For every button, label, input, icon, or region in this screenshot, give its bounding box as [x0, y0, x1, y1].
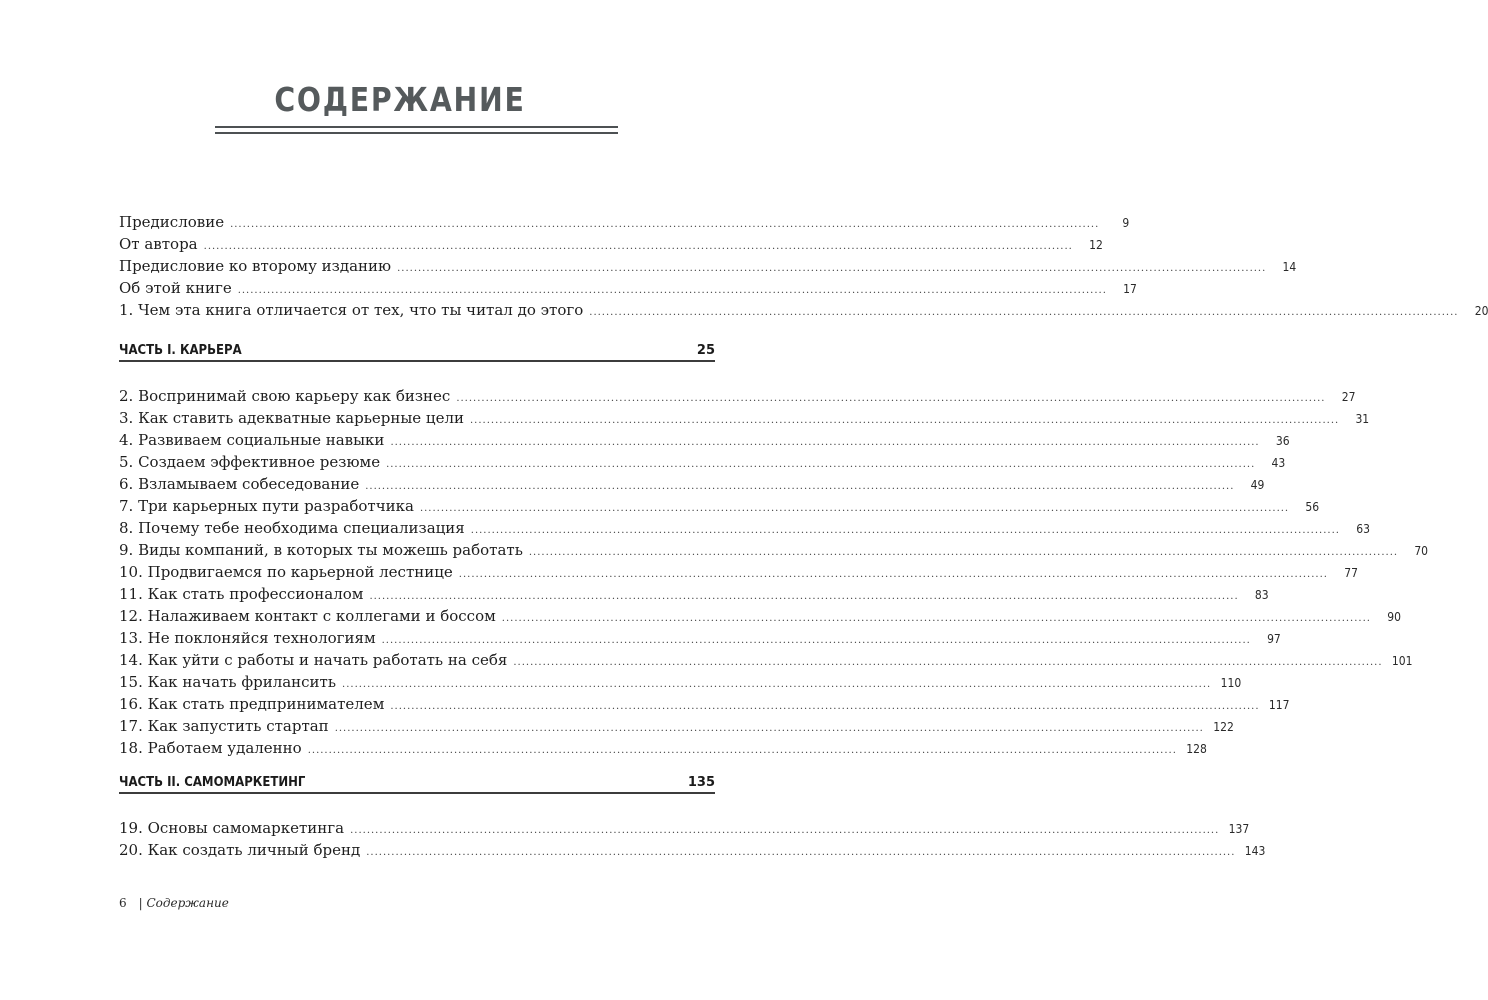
toc-entry-page: 17	[1123, 282, 1137, 296]
leader-dots: ................................................................................................................................................................................................................	[237, 285, 1107, 296]
toc-entry-page: 49	[1250, 478, 1265, 492]
toc-entry[interactable]	[119, 605, 1401, 627]
leader-dots: ................................................................................................................................................................................................................	[390, 437, 1260, 448]
toc-entry-title: Предисловие	[119, 213, 225, 231]
leader-dots: ................................................................................................................................................................................................................	[470, 415, 1340, 426]
toc-entry-page: 97	[1267, 632, 1281, 646]
toc-entry[interactable]	[119, 715, 1234, 737]
part-heading-self-marketing[interactable]	[119, 775, 715, 794]
part-page: 135	[687, 775, 715, 790]
leader-dots: ................................................................................................................................................................................................................	[397, 263, 1267, 274]
toc-entry-page: 77	[1344, 566, 1358, 580]
toc-entry-page: 56	[1305, 500, 1320, 514]
toc-entry-title: 14. Как уйти с работы и начать работать на себя	[119, 651, 508, 669]
running-section-title: | Содержание	[138, 896, 229, 910]
toc-entry[interactable]	[119, 839, 1266, 861]
leader-dots: ................................................................................................................................................................................................................	[342, 679, 1212, 690]
leader-dots: ................................................................................................................................................................................................................	[528, 547, 1399, 558]
toc-entry-page: 31	[1355, 412, 1370, 426]
toc-entry-title: 20. Как создать личный бренд	[119, 841, 361, 859]
toc-entry[interactable]	[119, 277, 1137, 299]
toc-entry[interactable]	[119, 627, 1281, 649]
toc-entry[interactable]	[119, 583, 1269, 605]
toc-entry-title: Об этой книге	[119, 279, 232, 297]
toc-entry-title: 5. Создаем эффективное резюме	[119, 453, 381, 471]
toc-entry-title: 2. Воспринимай свою карьеру как бизнес	[119, 387, 451, 405]
toc-entry[interactable]	[119, 233, 1103, 255]
toc-entry-title: Предисловие ко второму изданию	[119, 257, 392, 275]
toc-entry-page: 101	[1391, 654, 1413, 668]
title-rule-top	[215, 126, 618, 128]
toc-entry-title: 18. Работаем удаленно	[119, 739, 302, 757]
toc-part-self-marketing	[119, 817, 1266, 861]
toc-entry[interactable]	[119, 451, 1286, 473]
leader-dots: ................................................................................................................................................................................................................	[334, 723, 1204, 734]
leader-dots: ................................................................................................................................................................................................................	[419, 503, 1290, 514]
toc-entry-title: 8. Почему тебе необходима специализация	[119, 519, 465, 537]
toc-entry[interactable]	[119, 737, 1207, 759]
leader-dots: ................................................................................................................................................................................................................	[307, 745, 1177, 756]
title-rule-bottom	[215, 132, 618, 134]
leader-dots: ................................................................................................................................................................................................................	[365, 481, 1235, 492]
leader-dots: ................................................................................................................................................................................................................	[513, 657, 1383, 668]
toc-front-matter	[119, 211, 1488, 321]
toc-entry[interactable]	[119, 561, 1358, 583]
leader-dots: ................................................................................................................................................................................................................	[589, 307, 1459, 318]
toc-entry-page: 83	[1254, 588, 1269, 602]
leader-dots: ................................................................................................................................................................................................................	[386, 459, 1256, 470]
leader-dots: ................................................................................................................................................................................................................	[366, 847, 1236, 858]
toc-entry-page: 36	[1275, 434, 1290, 448]
toc-entry[interactable]	[119, 255, 1297, 277]
toc-entry-page: 110	[1220, 676, 1242, 690]
toc-entry-page: 14	[1282, 260, 1297, 274]
toc-part-career	[119, 385, 1429, 759]
toc-entry[interactable]	[119, 517, 1370, 539]
toc-entry[interactable]	[119, 693, 1290, 715]
toc-entry-page: 90	[1387, 610, 1401, 624]
toc-entry-page: 128	[1186, 742, 1207, 756]
toc-entry[interactable]	[119, 539, 1429, 561]
toc-entry-title: 9. Виды компаний, в которых ты можешь работать	[119, 541, 523, 559]
page-number: 6	[119, 896, 127, 910]
toc-entry[interactable]	[119, 473, 1265, 495]
toc-entry-title: 13. Не поклоняйся технологиям	[119, 629, 376, 647]
toc-entry-page: 27	[1341, 390, 1356, 404]
leader-dots: ................................................................................................................................................................................................................	[458, 569, 1328, 580]
toc-entry-title: 11. Как стать профессионалом	[119, 585, 364, 603]
toc-entry-page: 43	[1271, 456, 1286, 470]
toc-entry-title: 16. Как стать предпринимателем	[119, 695, 385, 713]
part-title: ЧАСТЬ II. САМОМАРКЕТИНГ	[119, 775, 306, 790]
toc-entry-page: 9	[1122, 216, 1130, 230]
page-footer	[119, 896, 229, 910]
toc-entry[interactable]	[119, 429, 1290, 451]
leader-dots: ................................................................................................................................................................................................................	[456, 393, 1326, 404]
toc-entry-title: 10. Продвигаемся по карьерной лестнице	[119, 563, 453, 581]
toc-entry-page: 143	[1244, 844, 1266, 858]
toc-entry-page: 70	[1414, 544, 1429, 558]
toc-entry-page: 12	[1089, 238, 1103, 252]
toc-entry-title: 19. Основы самомаркетинга	[119, 819, 345, 837]
toc-entry-title: От автора	[119, 235, 198, 253]
toc-entry-title: 6. Взламываем собеседование	[119, 475, 360, 493]
toc-entry[interactable]	[119, 211, 1130, 233]
toc-entry-title: 4. Развиваем социальные навыки	[119, 431, 385, 449]
part-title: ЧАСТЬ I. КАРЬЕРА	[119, 343, 242, 358]
toc-entry-title: 15. Как начать фрилансить	[119, 673, 337, 691]
leader-dots: ................................................................................................................................................................................................................	[390, 701, 1260, 712]
leader-dots: ................................................................................................................................................................................................................	[369, 591, 1239, 602]
toc-entry-title: 1. Чем эта книга отличается от тех, что ты читал до этого	[119, 301, 584, 319]
toc-entry[interactable]	[119, 817, 1250, 839]
toc-entry-title: 7. Три карьерных пути разработчика	[119, 497, 414, 515]
toc-entry-title: 17. Как запустить стартап	[119, 717, 329, 735]
toc-entry-page: 117	[1268, 698, 1290, 712]
toc-entry-page: 137	[1228, 822, 1250, 836]
toc-entry[interactable]	[119, 299, 1488, 321]
toc-entry-page: 122	[1213, 720, 1234, 734]
toc-entry[interactable]	[119, 671, 1242, 693]
part-page: 25	[696, 343, 715, 358]
toc-entry[interactable]	[119, 495, 1320, 517]
toc-entry-page: 63	[1356, 522, 1370, 536]
leader-dots: ................................................................................................................................................................................................................	[381, 635, 1251, 646]
leader-dots: ................................................................................................................................................................................................................	[203, 241, 1073, 252]
page-title: СОДЕРЖАНИЕ	[274, 80, 526, 119]
toc-entry[interactable]	[119, 385, 1356, 407]
leader-dots: ................................................................................................................................................................................................................	[230, 219, 1100, 230]
toc-entry[interactable]	[119, 407, 1370, 429]
leader-dots: ................................................................................................................................................................................................................	[470, 525, 1340, 536]
part-heading-career[interactable]	[119, 343, 715, 362]
toc-entry-page: 20	[1474, 304, 1488, 318]
leader-dots: ................................................................................................................................................................................................................	[350, 825, 1220, 836]
leader-dots: ................................................................................................................................................................................................................	[501, 613, 1371, 624]
toc-entry-title: 3. Как ставить адекватные карьерные цели	[119, 409, 464, 427]
toc-entry[interactable]	[119, 649, 1413, 671]
toc-entry-title: 12. Налаживаем контакт с коллегами и боссом	[119, 607, 496, 625]
